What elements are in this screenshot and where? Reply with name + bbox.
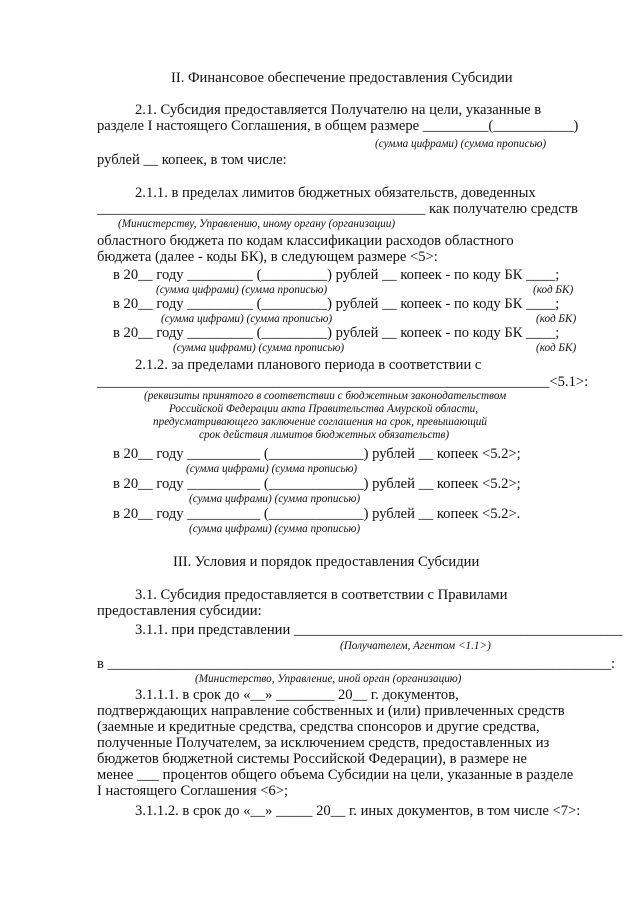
year-line-4-caption: (сумма цифрами) (сумма прописью) [186, 463, 358, 475]
p3111-line3: (заемные и кредитные средства, средства спонсоров и другие средства, [97, 719, 540, 735]
p31-line2: предоставления субсидии: [97, 603, 262, 619]
p211-caption: (Министерству, Управлению, иному органу (организации) [118, 218, 396, 230]
p211-line2: _____________________________________________ как получателю средств [97, 201, 578, 217]
p3111-line5: бюджетов бюджетной системы Российской Федерации), в размере не [97, 751, 527, 767]
year-line-3-caption-b: (код БК) [536, 342, 577, 354]
p21-caption: (сумма цифрами) (сумма прописью) [375, 138, 547, 150]
p31-line1: 3.1. Субсидия предоставляется в соответствии с Правилами [135, 587, 508, 603]
year-line-2-caption-a: (сумма цифрами) (сумма прописью) [161, 313, 333, 325]
p311-v-caption: (Министерство, Управление, иной орган (организацию) [195, 673, 462, 685]
year-line-2: в 20__ году _________ (_________) рублей __ копеек - по коду БК ____; [113, 296, 560, 312]
year-line-3: в 20__ году _________ (_________) рублей __ копеек - по коду БК ____; [113, 325, 560, 341]
p311-caption: (Получателем, Агентом <1.1>) [340, 640, 491, 652]
p212-caption-3: предусматривающего заключение соглашения на срок, превышающий [153, 416, 487, 428]
year-line-5-caption: (сумма цифрами) (сумма прописью) [189, 493, 361, 505]
year-line-5: в 20__ году __________ (_____________) рублей __ копеек <5.2>; [113, 476, 521, 492]
p212-line2: ______________________________________________________________<5.1>: [97, 374, 589, 390]
p21-line3: рублей __ копеек, в том числе: [97, 152, 287, 168]
p212-caption-1: (реквизиты принятого в соответствии с бюджетным законодательством [144, 390, 507, 402]
p3112-line: 3.1.1.2. в срок до «__» _____ 20__ г. иных документов, в том числе <7>: [135, 803, 581, 819]
p211-line3: областного бюджета по кодам классификации расходов областного [97, 233, 514, 249]
year-line-1-caption-b: (код БК) [533, 284, 574, 296]
p3111-line6: менее ___ процентов общего объема Субсидии на цели, указанные в разделе [97, 767, 574, 783]
p21-line2: разделе I настоящего Соглашения, в общем размере _________(___________) [97, 118, 579, 134]
p311-v-line: в _____________________________________________________________________: [97, 656, 616, 672]
section2-heading: II. Финансовое обеспечение предоставления Субсидии [171, 70, 513, 86]
p3111-line2: подтверждающих направление собственных и (или) привлеченных средств [97, 703, 565, 719]
p3111-line1: 3.1.1.1. в срок до «__» ________ 20__ г. документов, [135, 687, 459, 703]
p212-line1: 2.1.2. за пределами планового периода в соответствии с [135, 357, 482, 373]
year-line-1-caption-a: (сумма цифрами) (сумма прописью) [156, 284, 328, 296]
p211-line1: 2.1.1. в пределах лимитов бюджетных обязательств, доведенных [135, 185, 536, 201]
p21-line1: 2.1. Субсидия предоставляется Получателю на цели, указанные в [135, 102, 542, 118]
p3111-line7: I настоящего Соглашения <6>; [97, 783, 289, 799]
section3-heading: III. Условия и порядок предоставления Субсидии [173, 554, 480, 570]
year-line-2-caption-b: (код БК) [536, 313, 577, 325]
p211-line4: бюджета (далее - коды БК), в следующем размере <5>: [97, 249, 438, 265]
year-line-3-caption-a: (сумма цифрами) (сумма прописью) [173, 342, 345, 354]
p212-caption-2: Российской Федерации акта Правительства Амурской области, [169, 403, 479, 415]
p212-caption-4: срок действия лимитов бюджетных обязательств) [199, 429, 450, 441]
year-line-6: в 20__ году __________ (_____________) рублей __ копеек <5.2>. [113, 506, 521, 522]
year-line-1: в 20__ году _________ (_________) рублей __ копеек - по коду БК ____; [113, 267, 560, 283]
year-line-6-caption: (сумма цифрами) (сумма прописью) [189, 523, 361, 535]
year-line-4: в 20__ году __________ (_____________) рублей __ копеек <5.2>; [113, 446, 521, 462]
p311-line: 3.1.1. при представлении _____________________________________________ [135, 622, 623, 638]
p3111-line4: полученные Получателем, за исключением средств, предоставленных из [97, 735, 550, 751]
